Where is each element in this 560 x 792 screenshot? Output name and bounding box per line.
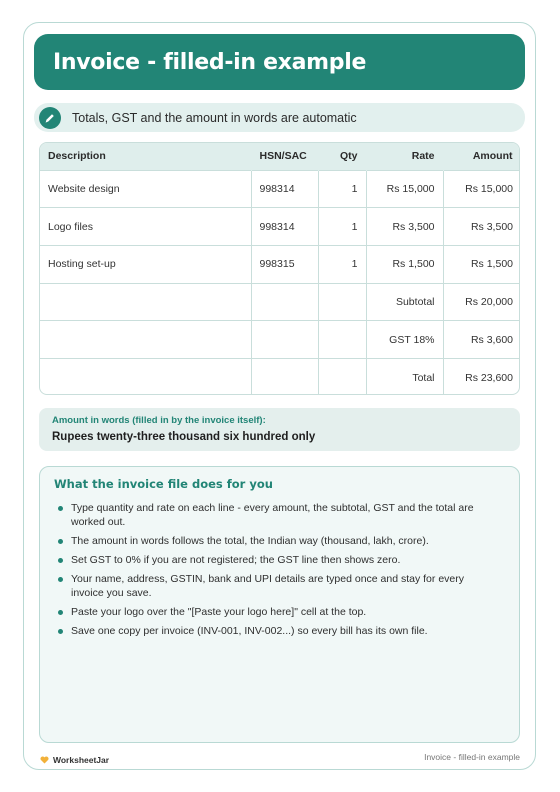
note-bar bbox=[34, 103, 525, 132]
empty-cell bbox=[318, 321, 366, 359]
empty-cell bbox=[318, 283, 366, 321]
cell-rate[interactable]: Rs 15,000 bbox=[366, 170, 443, 208]
table-row bbox=[40, 208, 520, 246]
info-list bbox=[54, 501, 505, 638]
amount-in-words-label: Amount in words (filled in by the invoice itself): bbox=[52, 415, 266, 426]
cell-amount: Rs 3,500 bbox=[443, 208, 520, 246]
pencil-icon bbox=[39, 107, 61, 129]
table-row bbox=[40, 245, 520, 283]
invoice-table bbox=[39, 142, 520, 395]
list-item: The amount in words follows the total, the Indian way (thousand, lakh, crore). bbox=[54, 534, 505, 548]
amount-in-words-value: Rupees twenty-three thousand six hundred only bbox=[52, 431, 316, 443]
info-box bbox=[39, 466, 520, 743]
cell-rate[interactable]: Rs 3,500 bbox=[366, 208, 443, 246]
cell-amount: Rs 15,000 bbox=[443, 170, 520, 208]
empty-cell bbox=[318, 358, 366, 395]
brand-name: WorksheetJar bbox=[53, 755, 110, 765]
empty-cell bbox=[251, 358, 318, 395]
gst-value: Rs 3,600 bbox=[443, 321, 520, 359]
info-title: What the invoice file does for you bbox=[54, 477, 273, 491]
table-row bbox=[40, 170, 520, 208]
col-header-amount: Amount bbox=[443, 143, 520, 170]
cell-description[interactable]: Logo files bbox=[40, 208, 251, 246]
cell-hsn[interactable]: 998315 bbox=[251, 245, 318, 283]
footer-title: Invoice - filled-in example bbox=[424, 752, 520, 762]
heart-icon bbox=[40, 751, 49, 769]
col-header-description: Description bbox=[40, 143, 251, 170]
list-item: Set GST to 0% if you are not registered; the GST line then shows zero. bbox=[54, 553, 505, 567]
list-item: Save one copy per invoice (INV-001, INV-002...) so every bill has its own file. bbox=[54, 624, 505, 638]
empty-cell bbox=[40, 321, 251, 359]
cell-amount: Rs 1,500 bbox=[443, 245, 520, 283]
cell-hsn[interactable]: 998314 bbox=[251, 208, 318, 246]
total-value: Rs 23,600 bbox=[443, 358, 520, 395]
cell-description[interactable]: Website design bbox=[40, 170, 251, 208]
amount-in-words-box bbox=[39, 408, 520, 451]
total-label: Total bbox=[366, 358, 443, 395]
cell-qty[interactable]: 1 bbox=[318, 245, 366, 283]
empty-cell bbox=[251, 321, 318, 359]
total-row bbox=[40, 358, 520, 395]
col-header-qty: Qty bbox=[318, 143, 366, 170]
cell-qty[interactable]: 1 bbox=[318, 170, 366, 208]
page-title: Invoice - filled-in example bbox=[53, 49, 367, 75]
cell-hsn[interactable]: 998314 bbox=[251, 170, 318, 208]
subtotal-row bbox=[40, 283, 520, 321]
list-item: Paste your logo over the "[Paste your logo here]" cell at the top. bbox=[54, 605, 505, 619]
gst-label[interactable]: GST 18% bbox=[366, 321, 443, 359]
gst-row bbox=[40, 321, 520, 359]
title-banner bbox=[34, 34, 525, 90]
empty-cell bbox=[40, 358, 251, 395]
cell-rate[interactable]: Rs 1,500 bbox=[366, 245, 443, 283]
col-header-rate: Rate bbox=[366, 143, 443, 170]
cell-qty[interactable]: 1 bbox=[318, 208, 366, 246]
list-item: Your name, address, GSTIN, bank and UPI details are typed once and stay for every invoice you save. bbox=[54, 572, 505, 600]
table-header-row bbox=[40, 143, 520, 170]
cell-description[interactable]: Hosting set-up bbox=[40, 245, 251, 283]
empty-cell bbox=[251, 283, 318, 321]
col-header-hsn: HSN/SAC bbox=[251, 143, 318, 170]
list-item: Type quantity and rate on each line - every amount, the subtotal, GST and the total are worked out. bbox=[54, 501, 505, 529]
subtotal-value: Rs 20,000 bbox=[443, 283, 520, 321]
subtotal-label: Subtotal bbox=[366, 283, 443, 321]
footer-brand bbox=[40, 751, 109, 769]
note-text: Totals, GST and the amount in words are automatic bbox=[72, 110, 357, 125]
empty-cell bbox=[40, 283, 251, 321]
